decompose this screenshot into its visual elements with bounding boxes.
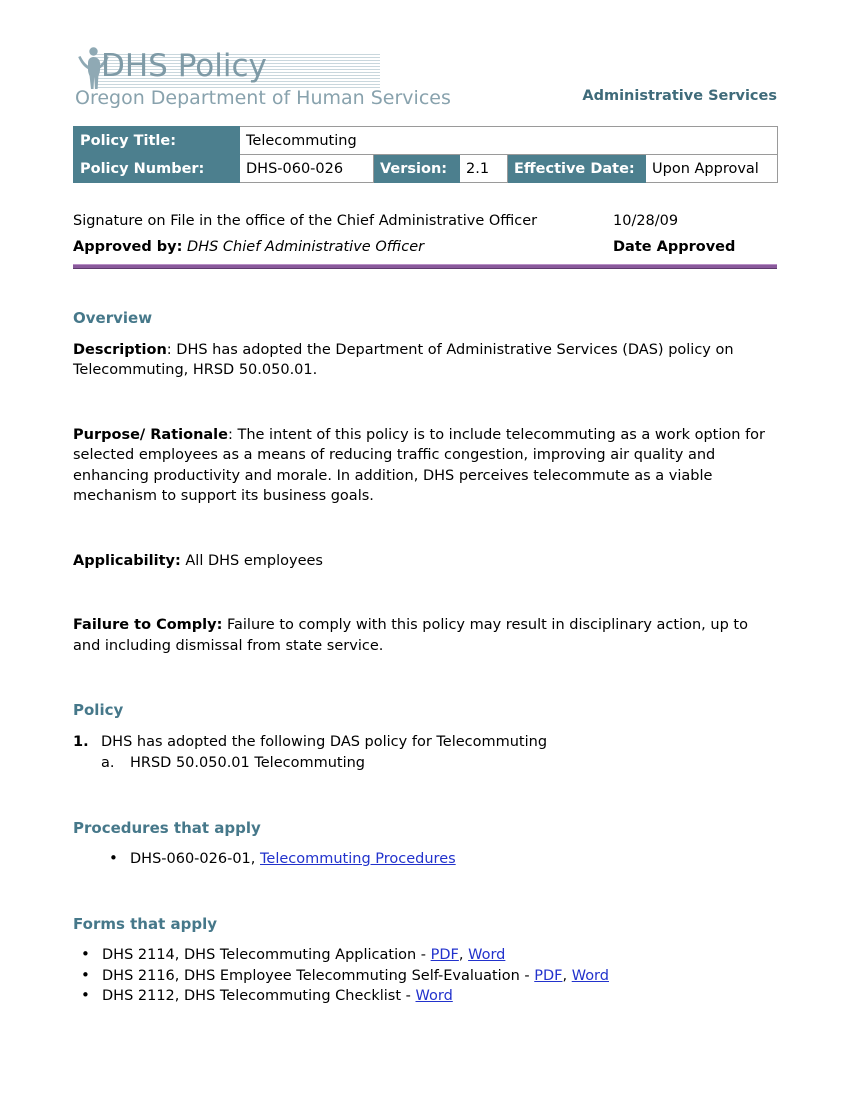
forms-heading: Forms that apply (73, 914, 218, 933)
document-body (73, 308, 779, 1007)
version-value: 2.1 (460, 155, 508, 183)
policy-item-1a-marker: a. (101, 754, 115, 771)
failure-label: Failure to Comply: (73, 617, 223, 633)
signature-line-2 (73, 234, 777, 260)
logo-title-text: DHS Policy (101, 48, 267, 84)
form-item-text: DHS 2112, DHS Telecommuting Checklist - (102, 988, 416, 1004)
failure-text: Failure to comply with this policy may result in disciplinary action, up to and including dismissal from state service. (73, 617, 748, 654)
policy-list-item-1a (73, 753, 779, 774)
approved-by-label: Approved by: (73, 239, 183, 255)
form-word-link[interactable]: Word (415, 988, 453, 1004)
forms-list-item (73, 986, 779, 1007)
form-word-link[interactable]: Word (571, 967, 609, 984)
form-item-text: DHS 2114, DHS Telecommuting Application - (102, 947, 431, 963)
procedures-list (73, 849, 779, 870)
signature-date: 10/28/09 (613, 213, 679, 229)
procedure-item-prefix: DHS-060-026-01, (130, 851, 260, 867)
form-word-link[interactable]: Word (468, 947, 506, 963)
form-item-text: DHS 2116, DHS Employee Telecommuting Self-Evaluation - (102, 967, 535, 984)
table-row-policy-number (74, 155, 778, 183)
department-label: Administrative Services (582, 88, 777, 104)
description-text: : DHS has adopted the Department of Administrative Services (DAS) policy on Telecommuting, HRSD 50.050.01. (73, 341, 734, 378)
form-pdf-link[interactable]: PDF (430, 947, 459, 963)
purpose-paragraph (73, 425, 779, 507)
applicability-text: All DHS employees (180, 552, 323, 569)
policy-item-1-marker: 1. (73, 733, 89, 750)
signature-block (73, 208, 777, 260)
bullet-icon: • (81, 965, 90, 984)
applicability-paragraph (73, 551, 779, 572)
policy-item-1-text: DHS has adopted the following DAS policy for Telecommuting (101, 733, 548, 750)
policy-number-label: Policy Number: (74, 155, 240, 183)
bullet-icon: • (81, 945, 90, 963)
effective-date-label: Effective Date: (508, 155, 646, 183)
bullet-icon: • (109, 849, 118, 867)
failure-paragraph (73, 615, 779, 656)
logo-subtitle-text: Oregon Department of Human Services (75, 87, 451, 109)
description-label: Description (73, 341, 167, 358)
procedures-heading: Procedures that apply (73, 818, 261, 837)
purpose-text: : The intent of this policy is to include telecommuting as a work option for selected employees as a means of reducing traffic congestion, improving air quality and enhancing productivity and morale. In addition, DHS perceives telecommute as a viable mechanism to support its business goals. (73, 426, 766, 504)
purpose-label: Purpose/ Rationale (73, 426, 228, 443)
form-link-separator: , (562, 967, 572, 984)
form-pdf-link[interactable]: PDF (534, 967, 563, 984)
telecommuting-procedures-link[interactable]: Telecommuting Procedures (260, 851, 456, 867)
signature-line-1 (73, 208, 777, 234)
forms-list-item (73, 966, 779, 987)
policy-item-1a-text: HRSD 50.050.01 Telecommuting (130, 754, 366, 771)
effective-date-value: Upon Approval (646, 155, 778, 183)
policy-title-label: Policy Title: (74, 127, 240, 155)
document-header (73, 42, 777, 114)
table-row-policy-title (74, 127, 778, 155)
description-paragraph (73, 340, 779, 381)
policy-title-value: Telecommuting (240, 127, 778, 155)
forms-list (73, 945, 779, 1007)
approved-by-value: DHS Chief Administrative Officer (187, 239, 425, 255)
procedures-list-item (73, 849, 779, 870)
policy-heading: Policy (73, 701, 124, 719)
bullet-icon: • (81, 986, 90, 1004)
forms-list-item (73, 945, 779, 966)
purple-divider-rule (73, 264, 777, 269)
policy-number-value: DHS-060-026 (240, 155, 374, 183)
signature-on-file-text: Signature on File in the office of the Chief Administrative Officer (73, 213, 538, 229)
version-label: Version: (374, 155, 460, 183)
overview-heading: Overview (73, 309, 153, 327)
form-link-separator: , (458, 947, 469, 963)
policy-list (73, 732, 779, 774)
dhs-policy-logo (73, 42, 451, 114)
policy-metadata-table (73, 126, 778, 183)
applicability-label: Applicability: (73, 552, 181, 569)
date-approved-label: Date Approved (613, 239, 736, 255)
policy-list-item-1 (73, 732, 779, 753)
